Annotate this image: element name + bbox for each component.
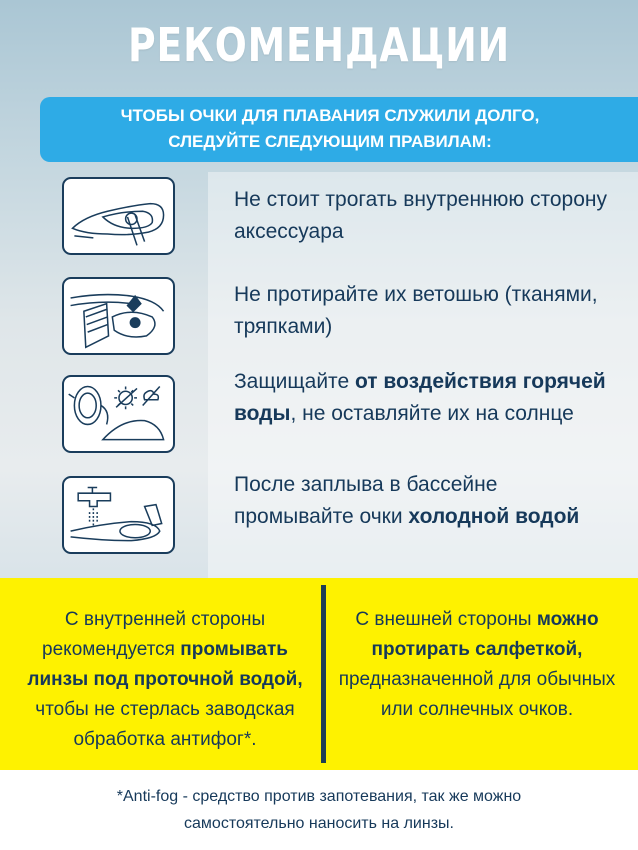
rule-3-bold: от воздействия горячей воды (234, 370, 606, 425)
banner-line-2: СЛЕДУЙТЕ СЛЕДУЮЩИМ ПРАВИЛАМ: (168, 132, 492, 151)
rule-2-text: Не протирайте их ветошью (тканями, тряпками) (234, 283, 598, 338)
footnote (0, 770, 638, 850)
column-divider (321, 585, 326, 763)
outside-pre: С внешней стороны (355, 609, 537, 630)
rule-3-pre: Защищайте (234, 370, 355, 393)
touching-lens-icon (62, 177, 175, 255)
outside-post: предназначенной для обычных или солнечных очков. (338, 669, 616, 720)
outside-care-text (332, 605, 622, 725)
outside-bold: можно протирать салфеткой, (371, 609, 599, 660)
inside-pre: С внутренней стороны рекомендуется (42, 609, 266, 660)
rule-4-text (234, 469, 614, 533)
inside-bold: промывать линзы под проточной водой, (27, 639, 303, 690)
inside-post: чтобы не стерлась заводская обработка антифог*. (35, 699, 295, 750)
inside-care-text (20, 605, 310, 755)
banner-line-1: ЧТОБЫ ОЧКИ ДЛЯ ПЛАВАНИЯ СЛУЖИЛИ ДОЛГО, (120, 106, 540, 125)
sun-heat-icon (62, 375, 175, 453)
footnote-line-1: *Anti-fog - средство против запотевания, так же можно (116, 788, 522, 805)
rule-3-text (234, 366, 614, 430)
rules-banner (40, 97, 638, 162)
rule-4-bold: холодной водой (408, 505, 580, 528)
rule-4-pre: После заплыва в бассейне промывайте очки (234, 473, 498, 528)
rule-1-text: Не стоит трогать внутреннюю сторону аксессуара (234, 188, 607, 243)
page-title: РЕКОМЕНДАЦИИ (128, 18, 510, 72)
footnote-line-2: самостоятельно наносить на линзы. (184, 815, 454, 832)
rule-3-post: , не оставляйте их на солнце (290, 402, 574, 425)
cloth-wiping-icon (62, 277, 175, 355)
faucet-rinse-icon (62, 476, 175, 554)
